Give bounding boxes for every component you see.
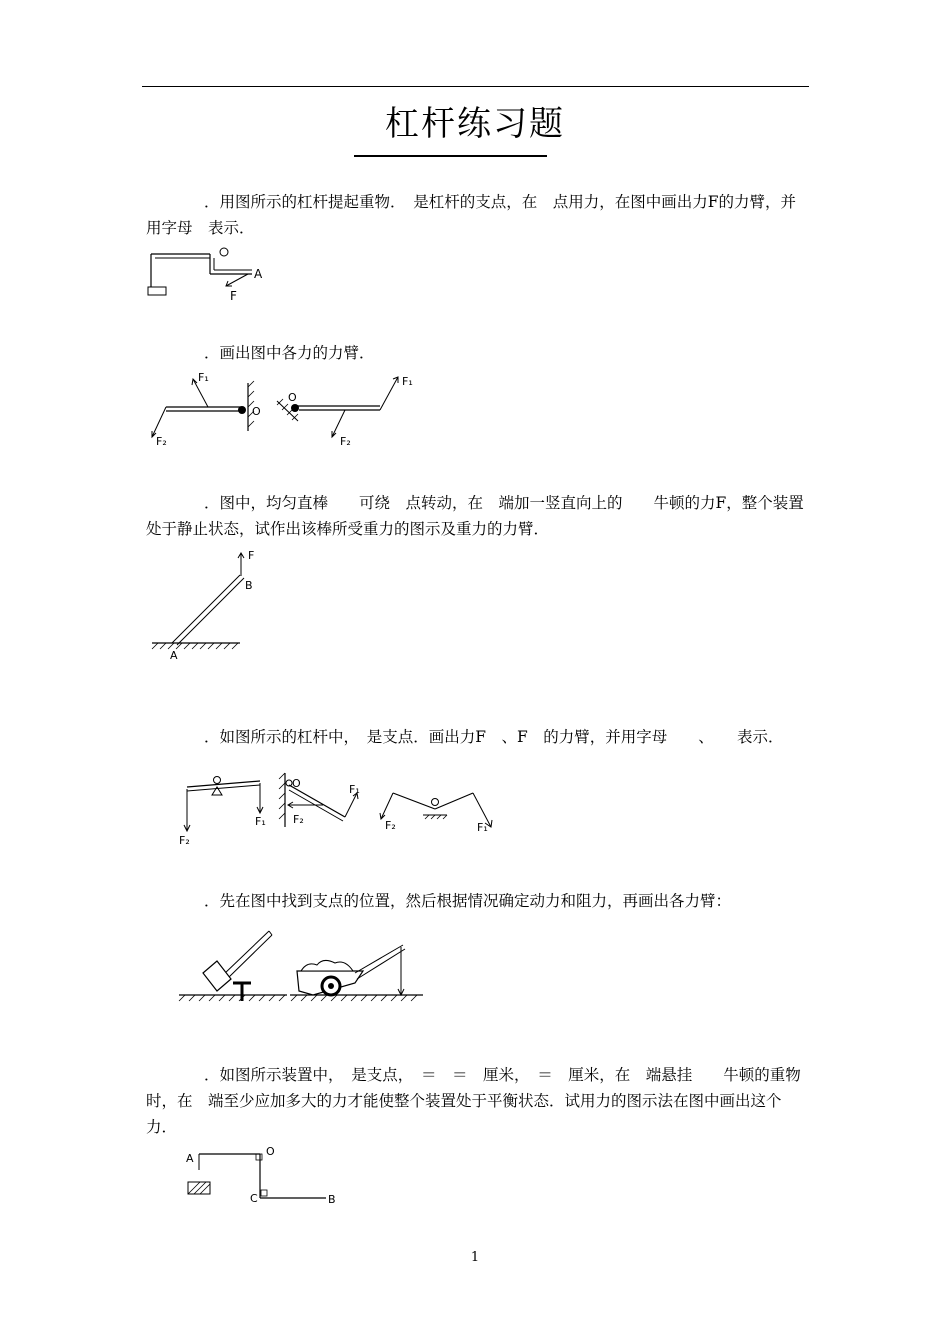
figure-5-tools — [175, 925, 435, 1010]
question-3 — [146, 490, 810, 542]
label-f1-left: F₁ — [198, 371, 209, 384]
figure-3-rod — [140, 545, 260, 665]
label-f1-b: F₁ — [349, 783, 360, 796]
question-3-text: ．图中，均匀直棒 可绕 点转动，在 端加一竖直向上的 牛顿的力F，整个装置处于静止状态，试作出该棒所受重力的图示及重力的力臂． — [146, 494, 804, 538]
label-f2-left: F₂ — [156, 435, 167, 448]
label-f: F — [230, 289, 237, 303]
label-f1-c: F₁ — [477, 821, 488, 834]
label-b: B — [328, 1193, 336, 1206]
question-1-text: ．用图所示的杠杆提起重物． 是杠杆的支点，在 点用力，在图中画出力F的力臂，并用字母 表示． — [146, 193, 797, 237]
label-a: A — [254, 267, 263, 281]
page-number: 1 — [470, 1250, 480, 1265]
question-5-text: ．先在图中找到支点的位置，然后根据情况确定动力和阻力，再画出各力臂： — [204, 892, 732, 910]
question-5 — [146, 888, 810, 914]
question-2 — [146, 340, 810, 366]
page-title: 杠杆练习题 — [385, 104, 565, 144]
label-f1-a: F₁ — [255, 815, 266, 828]
label-f2-a: F₂ — [179, 834, 190, 847]
question-2-text: ．画出图中各力的力臂． — [204, 344, 375, 362]
label-o-left: O — [252, 405, 261, 418]
label-b: B — [245, 579, 253, 592]
figure-2-levers — [140, 365, 430, 450]
question-4 — [146, 724, 810, 750]
label-a: A — [186, 1152, 194, 1165]
figure-1-lever — [140, 240, 280, 305]
label-o: O — [266, 1145, 275, 1158]
header-rule — [142, 86, 809, 87]
label-f2-right: F₂ — [340, 435, 351, 448]
title-underline — [354, 155, 547, 157]
label-a: A — [170, 649, 178, 662]
figure-6-device — [180, 1140, 360, 1210]
question-6 — [146, 1062, 810, 1140]
label-c: C — [250, 1192, 258, 1205]
label-f: F — [248, 549, 255, 562]
figure-4-levers — [175, 765, 505, 850]
label-f1-right: F₁ — [402, 375, 413, 388]
label-o-b: O — [292, 777, 301, 790]
label-f2-c: F₂ — [385, 819, 396, 832]
label-f2-b: F₂ — [293, 813, 304, 826]
label-o-right: O — [288, 391, 297, 404]
question-1 — [146, 189, 810, 241]
question-4-text: ．如图所示的杠杆中， 是支点．画出力F 、F 的力臂，并用字母 、 表示． — [204, 728, 784, 746]
question-6-text: ．如图所示装置中， 是支点， ＝ ＝ 厘米， ＝ 厘米，在 端悬挂 牛顿的重物时，在 端至少应加多大的力才能使整个装置处于平衡状态．试用力的图示法在图中画出这个力． — [146, 1066, 801, 1136]
